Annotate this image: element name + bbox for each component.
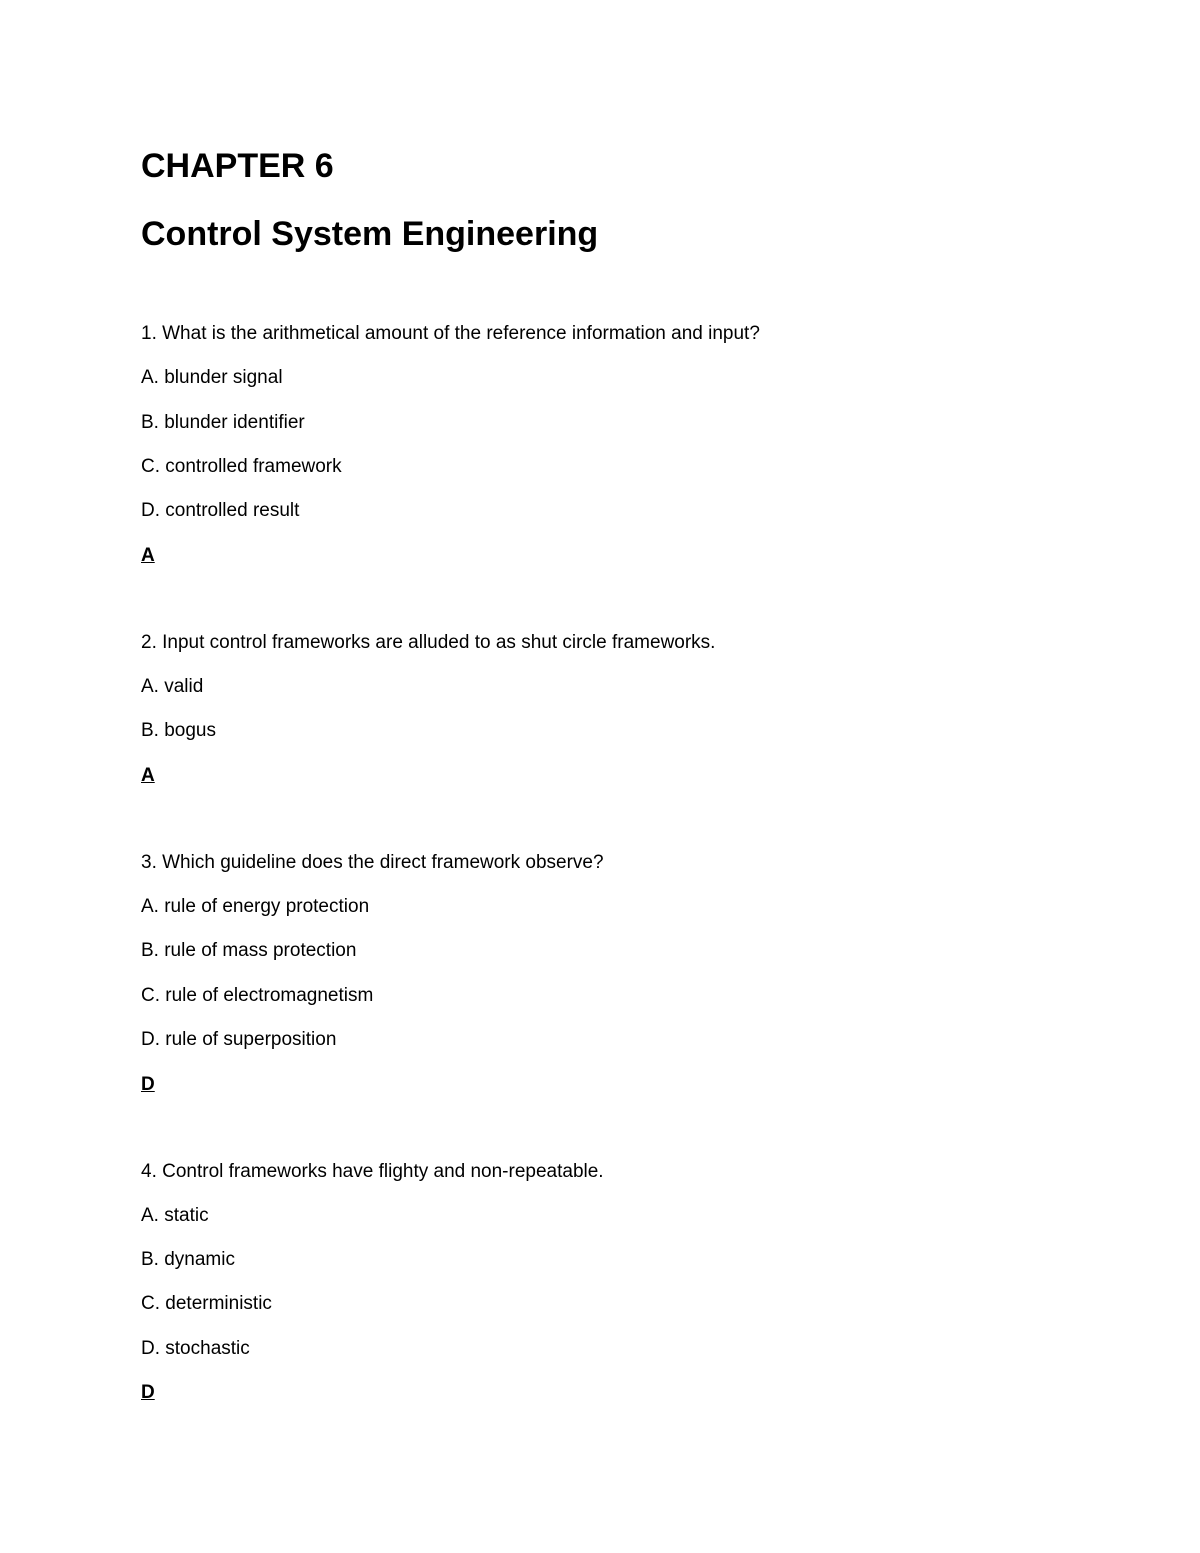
chapter-heading: CHAPTER 6 [141, 147, 334, 185]
document-title: Control System Engineering [141, 215, 599, 253]
question-1-option-c: C. controlled framework [141, 456, 342, 477]
question-3-option-d: D. rule of superposition [141, 1029, 337, 1050]
question-1-prompt: 1. What is the arithmetical amount of the reference information and input? [141, 323, 760, 344]
question-3-option-b: B. rule of mass protection [141, 940, 357, 961]
question-1-answer: A [141, 545, 155, 566]
question-3-prompt: 3. Which guideline does the direct framework observe? [141, 852, 604, 873]
question-3-option-c: C. rule of electromagnetism [141, 985, 374, 1006]
question-3-option-a: A. rule of energy protection [141, 896, 370, 917]
question-1-option-b: B. blunder identifier [141, 412, 305, 433]
question-2-option-a: A. valid [141, 676, 204, 697]
question-4-option-d: D. stochastic [141, 1338, 250, 1359]
question-4-answer: D [141, 1382, 155, 1403]
question-1-option-a: A. blunder signal [141, 367, 283, 388]
question-2-answer: A [141, 765, 155, 786]
question-4-option-b: B. dynamic [141, 1249, 235, 1270]
question-1-option-d: D. controlled result [141, 500, 300, 521]
question-4-prompt: 4. Control frameworks have flighty and non-repeatable. [141, 1161, 604, 1182]
question-2-prompt: 2. Input control frameworks are alluded to as shut circle frameworks. [141, 632, 716, 653]
question-4-option-c: C. deterministic [141, 1293, 272, 1314]
question-2-option-b: B. bogus [141, 720, 216, 741]
question-4-option-a: A. static [141, 1205, 209, 1226]
question-3-answer: D [141, 1074, 155, 1095]
